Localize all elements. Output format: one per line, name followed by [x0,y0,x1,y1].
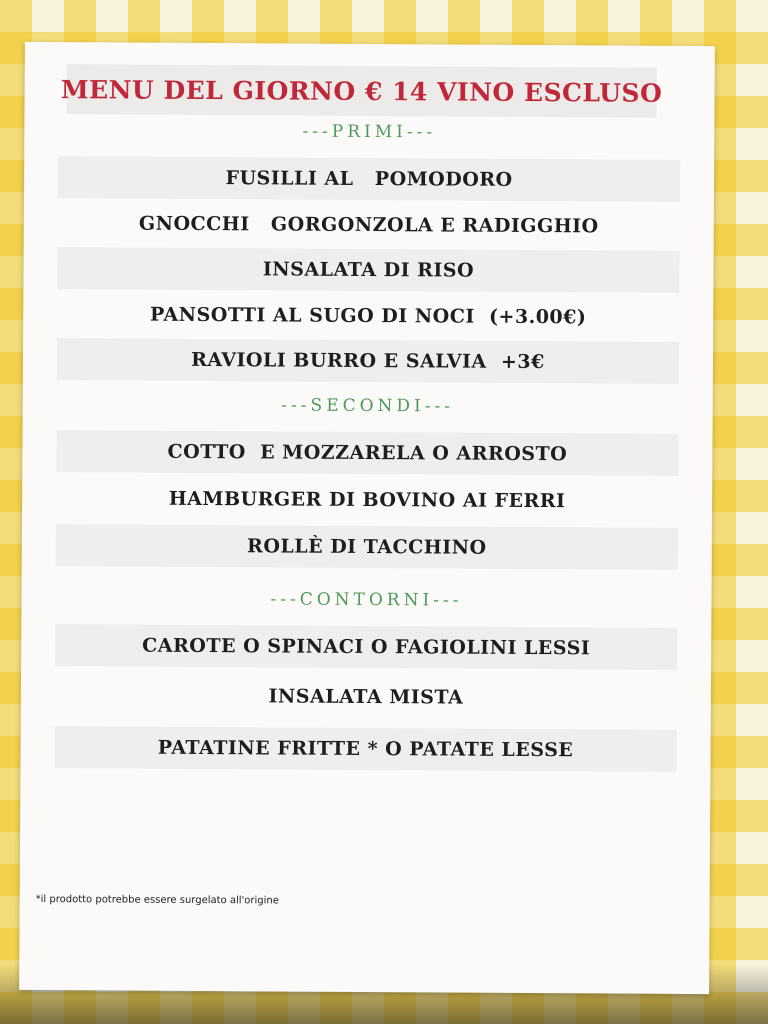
menu-item: FUSILLI AL POMODORO [58,156,680,202]
menu-item: PANSOTTI AL SUGO DI NOCI (+3.00€) [149,303,587,329]
menu-item: ROLLÈ DI TACCHINO [56,524,678,570]
menu-item: CAROTE O SPINACI O FAGIOLINI LESSI [55,624,677,670]
menu-item: INSALATA DI RISO [57,247,679,293]
menu-item: PATATINE FRITTE * O PATATE LESSE [54,726,676,772]
menu-title: MENU DEL GIORNO € 14 VINO ESCLUSO [60,74,663,108]
menu-item: RAVIOLI BURRO E SALVIA +3€ [57,338,679,384]
footnote: *il prodotto potrebbe essere surgelato all'origine [35,893,279,907]
menu-item: GNOCCHI GORGONZOLA E RADIGGHIO [138,212,599,238]
section-heading-contorni: ---CONTORNI--- [270,589,463,611]
menu-title-bar [60,64,663,118]
menu-item: COTTO E MOZZARELA O ARROSTO [56,430,678,476]
menu-sheet [19,42,715,994]
section-heading-secondi: ---SECONDI--- [281,395,455,417]
menu-item: HAMBURGER DI BOVINO AI FERRI [168,487,566,513]
menu-item: INSALATA MISTA [268,685,464,709]
section-heading-primi: ---PRIMI--- [302,121,437,143]
